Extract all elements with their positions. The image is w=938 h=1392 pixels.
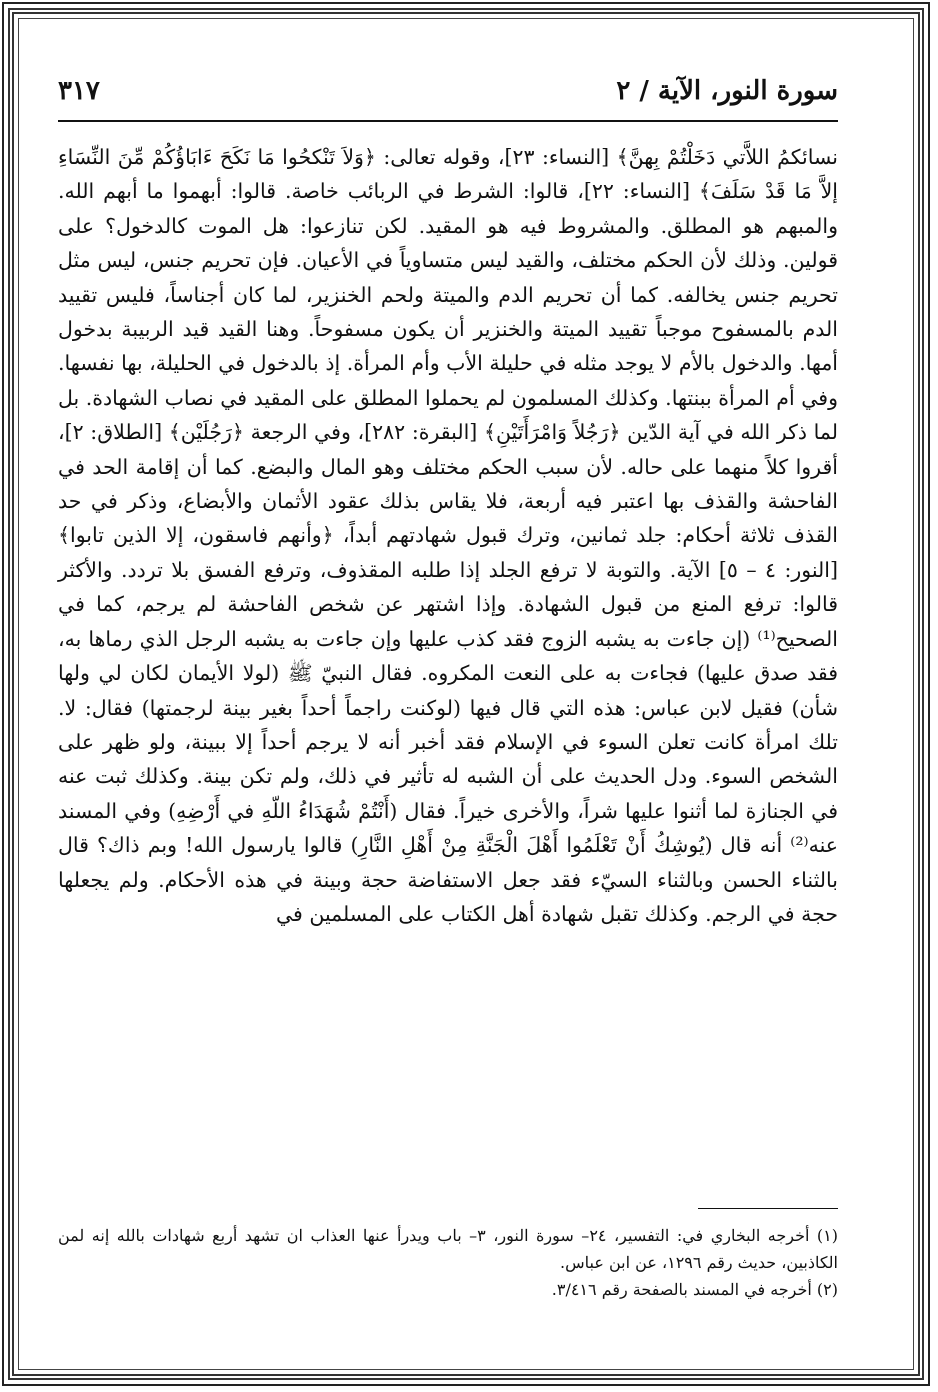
page-number: ٣١٧ [58, 76, 100, 106]
footnote-2: (٢) أخرجه في المسند بالصفحة رقم ٣/٤١٦. [551, 1280, 838, 1299]
footnotes [58, 1222, 838, 1303]
main-text [58, 140, 838, 931]
footnote-separator [698, 1208, 838, 1209]
page-header [58, 74, 838, 114]
header-rule [58, 120, 838, 122]
body-paragraph: نسائكمُ اللاَّتي دَخَلْتُمْ بِهنَّ﴾ [النساء: ٢٣]، وقوله تعالى: ﴿وَلاَ تَنْكحُوا مَا نَكَحَ ءَابَاؤُكُمْ مِّنَ النِّسَاءِ إلاَّ مَا قَدْ سَلَفَ﴾ [النساء: ٢٢]، قالوا: الشرط في الربائب خاصة. قالوا: أبهموا ما أبهم الله. والمبهم هو المطلق. والمشروط فيه هو المقيد. لكن تنازعوا: هل الموت كالدخول؟ على قولين. وذلك لأن الحكم مختلف، والقيد ليس متساوياً في الأعيان. فإن تحريم جنس، ليس مثل تحريم جنس يخالفه. كما أن تحريم الدم والميتة ولحم الخنزير، لما كان أجناساً، فليس تقييد الدم بالمسفوح موجباً تقييد الميتة والخنزير أن يكون مسفوحاً. وهنا القيد قيد الربيبة بدخول أمها. والدخول بالأم لا يوجد مثله في حليلة الأب وأم المرأة. إذ بالدخول في الحليلة، بها نفسها. وفي أم المرأة ببنتها. وكذلك المسلمون لم يحملوا المطلق على المقيد في نصاب الشهادة. بل لما ذكر الله في آية الدّين ﴿رَجُلاً وَامْرَأَتَيْنِ﴾ [البقرة: ٢٨٢]، وفي الرجعة ﴿رَجُلَيْن﴾ [الطلاق: ٢]، أقروا كلاً منهما على حاله. لأن سبب الحكم مختلف وهو المال والبضع. كما أن إقامة الحد في الفاحشة والقذف بها اعتبر فيه أربعة، فلا يقاس بذلك عقود الأثمان والأبضاع، وذكر في حد القذف ثلاثة أحكام: جلد ثمانين، وترك قبول شهادتهم أبداً، ﴿وأنهم فاسقون، إلا الذين تابوا﴾ [النور: ٤ – ٥] الآية. والتوبة لا ترفع الجلد إذا طلبه المقذوف، وترفع الفسق بلا تردد. والأكثر قالوا: ترفع المنع من قبول الشهادة. وإذا اشتهر عن شخص الفاحشة لم يرجم، كما في الصحيح⁽¹⁾ (إن جاءت به يشبه الزوج فقد كذب عليها وإن جاءت به يشبه الرجل الذي رماها به، فقد صدق عليها) فجاءت به على النعت المكروه. فقال النبيّ ﷺ (لولا الأيمان لكان لي ولها شأن) فقيل لابن عباس: هذه التي قال فيها (لوكنت راجماً أحداً بغير بينة لرجمتها) فقال: لا. تلك امرأة كانت تعلن السوء في الإسلام فقد أخبر أنه لا يرجم أحداً إلا ببينة، ولو ظهر على الشخص السوء. ودل الحديث على أن الشبه له تأثير في ذلك، ولم تكن بينة. وكذلك ثبت عنه في الجنازة لما أثنوا عليها شراً، والأخرى خيراً. فقال (أَنْتُمْ شُهَدَاءُ اللّهِ في أَرْضِهِ) وفي المسند عنه⁽²⁾ أنه قال (يُوشِكُ أَنْ تَعْلَمُوا أَهْلَ الْجَنَّةِ مِنْ أَهْلِ النَّارِ) قالوا يارسول الله! وبم ذاك؟ قال بالثناء الحسن وبالثناء السيّء فقد جعل الاستفاضة حجة وبينة في هذه الأحكام. ولم يجعلها حجة في الرجم. وكذلك تقبل شهادة أهل الكتاب على المسلمين في [58, 145, 839, 926]
footnote-1: (١) أخرجه البخاري في: التفسير، ٢٤– سورة النور، ٣– باب ويدرأ عنها العذاب ان تشهد أربع شهادات بالله إنه لمن الكاذبين، حديث رقم ١٢٩٦، عن ابن عباس. [58, 1226, 839, 1272]
running-title: سورة النور، الآية / ٢ [616, 76, 838, 106]
